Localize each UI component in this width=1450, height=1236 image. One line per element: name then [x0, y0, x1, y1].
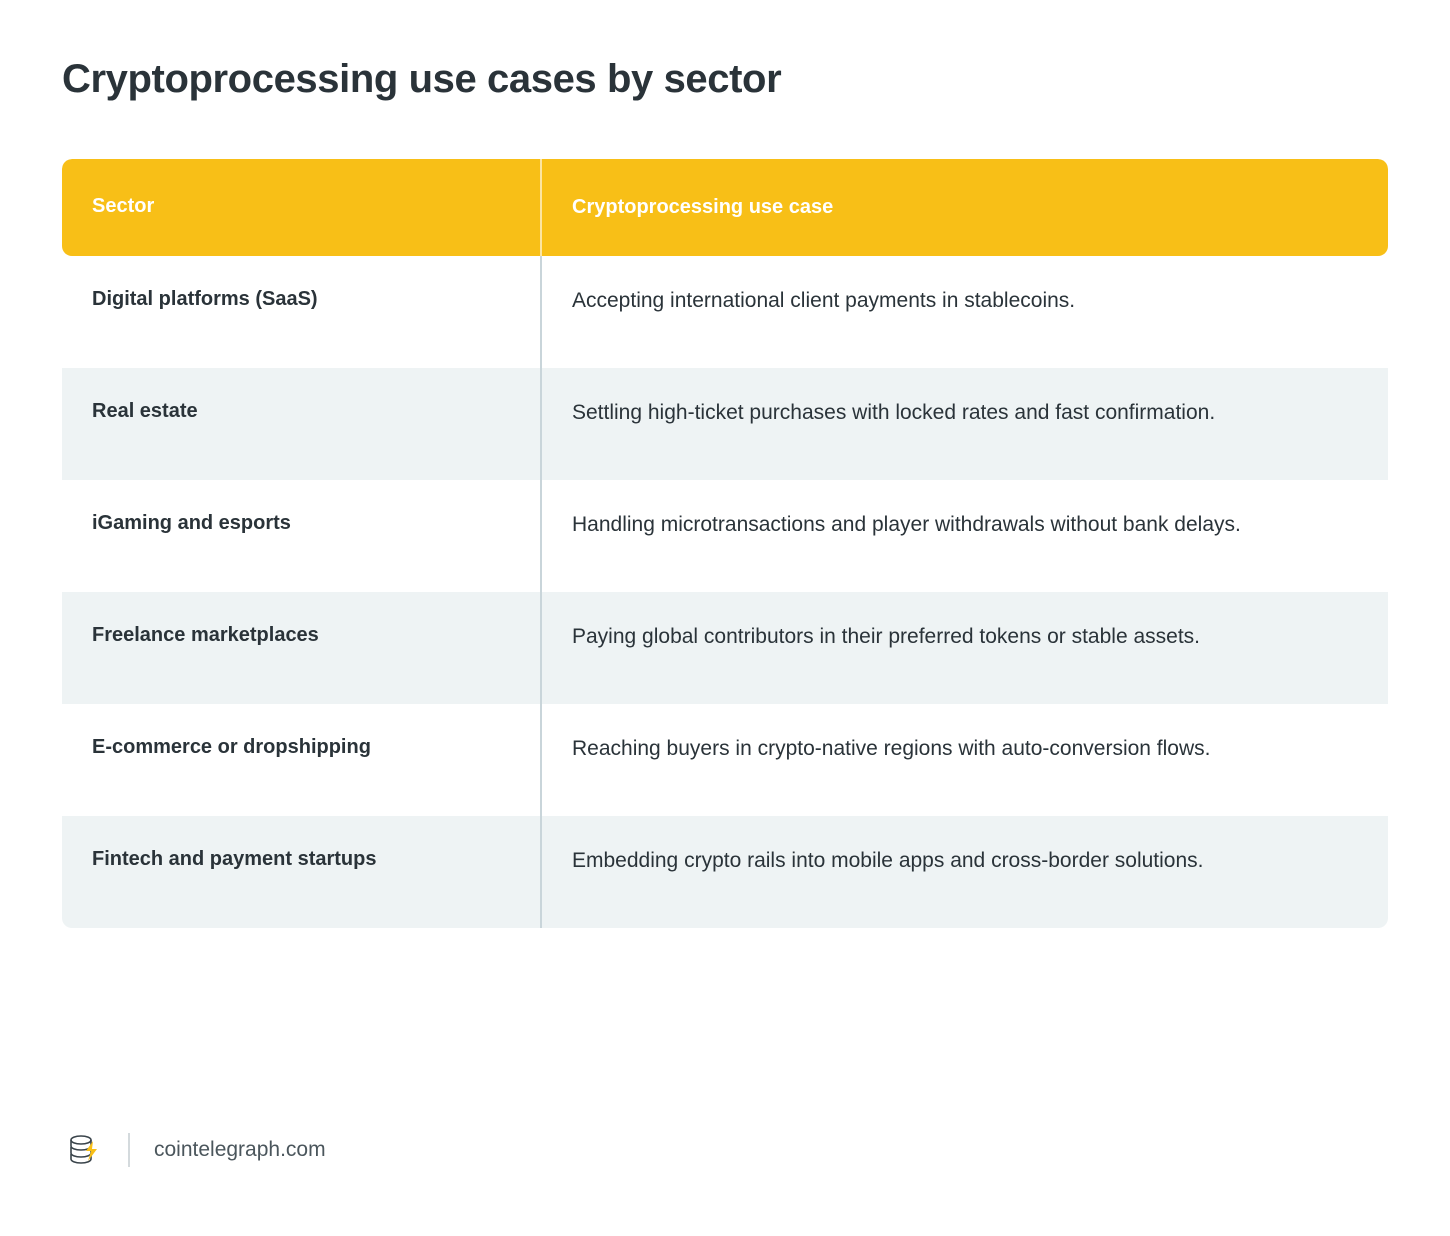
footer-site-label: cointelegraph.com	[154, 1138, 326, 1161]
table-header-row	[62, 159, 1388, 256]
table-row	[62, 368, 1388, 480]
table-row	[62, 480, 1388, 592]
cell-usecase: Paying global contributors in their preferred tokens or stable assets.	[540, 592, 1388, 704]
cell-sector: Digital platforms (SaaS)	[92, 288, 318, 310]
footer-divider	[128, 1133, 130, 1167]
table-row	[62, 592, 1388, 704]
footer	[62, 1128, 326, 1172]
use-cases-table	[62, 159, 1388, 928]
cell-usecase: Embedding crypto rails into mobile apps and cross-border solutions.	[540, 816, 1388, 928]
cell-usecase: Reaching buyers in crypto-native regions with auto-conversion flows.	[540, 704, 1388, 816]
cell-usecase: Settling high-ticket purchases with locked rates and fast confirmation.	[540, 368, 1388, 480]
cointelegraph-coins-icon	[62, 1128, 106, 1172]
cell-sector: Real estate	[92, 400, 198, 422]
table-row	[62, 816, 1388, 928]
page-title: Cryptoprocessing use cases by sector	[62, 57, 782, 101]
cell-sector: iGaming and esports	[92, 512, 291, 534]
table-row	[62, 256, 1388, 368]
column-header-usecase: Cryptoprocessing use case	[540, 159, 1388, 256]
table-body	[62, 256, 1388, 928]
cell-sector: Fintech and payment startups	[92, 848, 377, 870]
cell-usecase: Handling microtransactions and player withdrawals without bank delays.	[540, 480, 1388, 592]
cell-sector: E-commerce or dropshipping	[92, 736, 371, 758]
cell-sector: Freelance marketplaces	[92, 624, 319, 646]
cell-usecase: Accepting international client payments in stablecoins.	[540, 256, 1388, 368]
table-row	[62, 704, 1388, 816]
column-header-sector: Sector	[92, 195, 155, 217]
